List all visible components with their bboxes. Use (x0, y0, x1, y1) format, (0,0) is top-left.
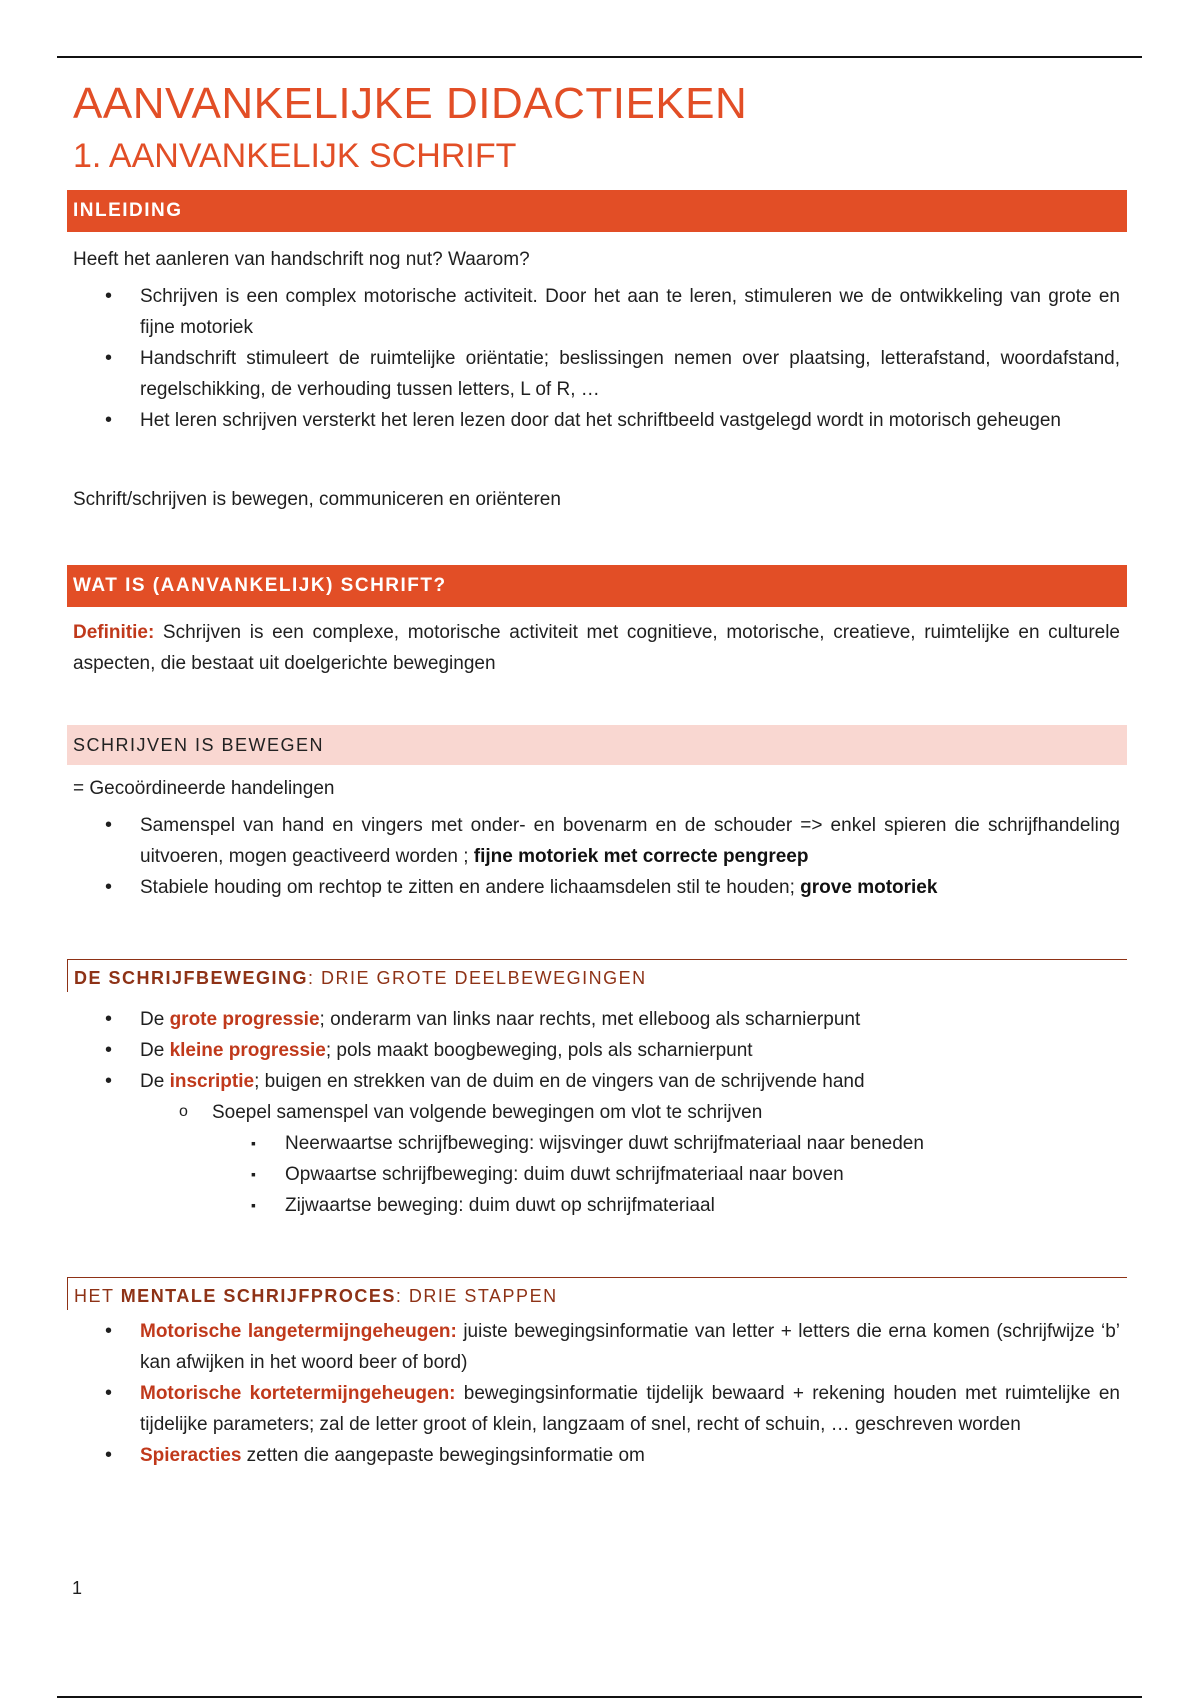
bottom-rule (57, 1696, 1142, 1698)
document-page (67, 78, 1127, 1471)
item-term: Spieracties (140, 1445, 242, 1466)
schrijfbeweging-sublist (67, 1097, 1127, 1128)
item-pre: De (140, 1009, 170, 1030)
heading-rest: : DRIE STAPPEN (395, 1286, 558, 1306)
list-item (67, 1004, 1127, 1035)
item-term: grote progressie (169, 1009, 320, 1030)
definition-text: Schrijven is een complexe, motorische activiteit met cognitieve, motorische, creatieve, ruimtelijke en culturele aspecten, die bestaat uit doelgerichte bewegingen (73, 622, 1120, 674)
emphasis-text: grove motoriek (800, 877, 938, 898)
item-text: bewegingsinformatie tijdelijk bewaard + rekening houden met ruimtelijke en tijdelijke parameters; zal de letter groot of klein, langzaam of snel, recht of schuin, … geschreven worden (140, 1383, 1120, 1435)
item-post: ; pols maakt boogbeweging, pols als scharnierpunt (325, 1040, 753, 1061)
definition-label: Definitie: (73, 622, 155, 643)
mentaal-list (67, 1316, 1127, 1471)
top-rule (57, 56, 1142, 58)
item-text: zetten die aangepaste bewegingsinformatie om (241, 1445, 645, 1466)
section-heading-inleiding: INLEIDING (67, 190, 1127, 232)
list-item: o Soepel samenspel van volgende bewegingen om vlot te schrijven (67, 1097, 1127, 1128)
heading-bold: DE SCHRIJFBEWEGING (74, 968, 309, 988)
section-heading-wat-is-schrift: WAT IS (AANVANKELIJK) SCHRIFT? (67, 565, 1127, 607)
list-item-text: Stabiele houding om rechtop te zitten en andere lichaamsdelen stil te houden; (140, 877, 801, 898)
list-item-text: Samenspel van hand en vingers met onder- en bovenarm en de schouder => enkel spieren die schrijfhandeling uitvoeren, mogen geactiveerd worden ; (140, 815, 1120, 867)
item-term: Motorische kortetermijngeheugen: (140, 1383, 456, 1404)
chapter-heading: 1. AANVANKELIJK SCHRIFT (73, 137, 517, 175)
document-title: AANVANKELIJKE DIDACTIEKEN (73, 79, 748, 128)
item-text: juiste bewegingsinformatie van letter + letters die erna komen (schrijfwijze ‘b’ kan afwijken in het woord beer of bord) (140, 1321, 1120, 1373)
heading-rest: : DRIE GROTE DEELBEWEGINGEN (308, 968, 647, 988)
inleiding-question: Heeft het aanleren van handschrift nog nut? Waarom? (73, 249, 530, 270)
item-post: ; buigen en strekken van de duim en de vingers van de schrijvende hand (254, 1071, 865, 1092)
list-item (67, 1066, 1127, 1097)
list-item: ▪ Opwaartse schrijfbeweging: duim duwt schrijfmateriaal naar boven (67, 1159, 1127, 1190)
item-pre: De (140, 1071, 170, 1092)
list-item: • Handschrift stimuleert de ruimtelijke oriëntatie; beslissingen nemen over plaatsing, letterafstand, woordafstand, regelschikking, de verhouding tussen letters, L of R, … (67, 343, 1127, 405)
inleiding-list (67, 281, 1127, 436)
list-item (67, 1440, 1127, 1471)
schrijfbeweging-list (67, 1004, 1127, 1097)
page-number: 1 (72, 1578, 83, 1598)
section-heading-mentale-schrijfproces (67, 1277, 1127, 1310)
list-item (67, 872, 1127, 903)
list-item (67, 1378, 1127, 1440)
list-item: • Het leren schrijven versterkt het leren lezen door dat het schriftbeeld vastgelegd wordt in motorisch geheugen (67, 405, 1127, 436)
definition-paragraph (67, 617, 1127, 679)
list-item (67, 1316, 1127, 1378)
list-item: ▪ Zijwaartse beweging: duim duwt op schrijfmateriaal (67, 1190, 1127, 1221)
item-post: ; onderarm van links naar rechts, met elleboog als scharnierpunt (319, 1009, 861, 1030)
list-item: • Schrijven is een complex motorische activiteit. Door het aan te leren, stimuleren we de ontwikkeling van grote en fijne motoriek (67, 281, 1127, 343)
list-item (67, 1035, 1127, 1066)
heading-bold: MENTALE SCHRIJFPROCES (120, 1286, 396, 1306)
bewegen-list (67, 810, 1127, 903)
bewegen-intro: = Gecoördineerde handelingen (73, 778, 335, 799)
section-heading-schrijven-is-bewegen: SCHRIJVEN IS BEWEGEN (67, 725, 1127, 765)
schrijfbeweging-subsublist (67, 1128, 1127, 1221)
list-item (67, 810, 1127, 872)
item-term: inscriptie (169, 1071, 255, 1092)
heading-pre: HET (74, 1286, 121, 1306)
item-term: kleine progressie (169, 1040, 326, 1061)
item-pre: De (140, 1040, 170, 1061)
emphasis-text: fijne motoriek met correcte pengreep (473, 846, 809, 867)
list-item: ▪ Neerwaartse schrijfbeweging: wijsvinger duwt schrijfmateriaal naar beneden (67, 1128, 1127, 1159)
section-heading-schrijfbeweging (67, 959, 1127, 992)
item-term: Motorische langetermijngeheugen: (140, 1321, 457, 1342)
inleiding-summary: Schrift/schrijven is bewegen, communiceren en oriënteren (73, 489, 561, 510)
